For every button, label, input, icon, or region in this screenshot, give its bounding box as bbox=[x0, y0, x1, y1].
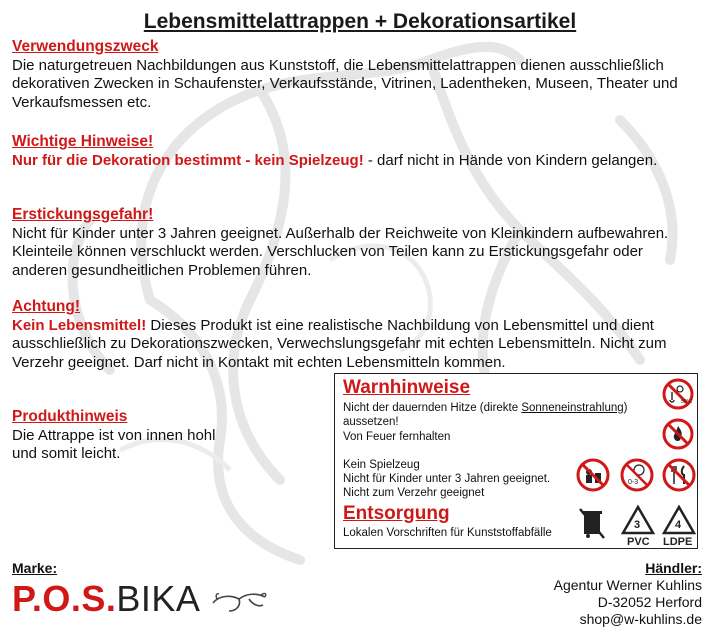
warn-text-spielzeug: Kein Spielzeug bbox=[343, 459, 420, 471]
text-erstickungsgefahr: Nicht für Kinder unter 3 Jahren geeignet. Außerhalb der Reichweite von Kleinkindern aufbewahren. Kleinteile können verschluckt werden. Verschlucken von Teilen kann zu Erstickungsgefahr oder anderen gesundheitlichen Problemen führen. bbox=[12, 224, 669, 279]
text-achtung: Dieses Produkt ist eine realistische Nachbildung von Lebensmittel und dient ausschließlich zu Dekorationszwecken, Verwechslungsgefahr mit echten Lebensmitteln. Nicht zum Verzehr geeignet. Darf nicht in Kontakt mit echten Lebensmitteln kommen. bbox=[12, 316, 667, 371]
warn-text-sun: Nicht der dauernden Hitze (direkte Sonneneinstrahlung) bbox=[343, 402, 628, 414]
text-produkthinweis-1: Die Attrappe ist von innen hohl bbox=[12, 426, 216, 444]
recycle-icon bbox=[660, 504, 698, 546]
section-erstickungsgefahr bbox=[12, 206, 692, 280]
haendler-block bbox=[554, 560, 702, 628]
section-achtung bbox=[12, 298, 692, 372]
warn-text-aussetzen: aussetzen! bbox=[343, 416, 399, 428]
text-produkthinweis-2: und somit leicht. bbox=[12, 445, 121, 462]
heading-wichtige-hinweise: Wichtige Hinweise! bbox=[12, 133, 154, 150]
no-children-icon bbox=[620, 458, 654, 492]
bull-logo-icon bbox=[209, 587, 269, 615]
no-toy-icon bbox=[576, 458, 610, 492]
warn-text-kinder: Nicht für Kinder unter 3 Jahren geeignet. bbox=[343, 473, 551, 485]
warn-text-verzehr: Nicht zum Verzehr geeignet bbox=[343, 487, 485, 499]
no-fire-icon bbox=[662, 418, 694, 450]
haendler-label: Händler: bbox=[645, 560, 702, 576]
text-hinweise: - darf nicht in Hände von Kindern gelangen. bbox=[363, 151, 658, 169]
page-title: Lebensmittelattrappen + Dekorationsartikel bbox=[143, 10, 577, 33]
recycle-number-pvc: 3 bbox=[634, 519, 641, 531]
heading-entsorgung: Entsorgung bbox=[343, 503, 450, 524]
entsorgung-text: Lokalen Vorschriften für Kunststoffabfälle bbox=[343, 527, 552, 539]
text-verwendungszweck: Die naturgetreuen Nachbildungen aus Kunststoff, die Lebensmittelattrappen dienen ausschließlich dekorativen Zwecken in Schaufenster, Verkaufsstände, Vitrinen, Ladentheken, Museen, Theater und Verkaufsmessen etc. bbox=[12, 56, 678, 111]
section-verwendungszweck bbox=[12, 38, 692, 112]
age-label: 0-3 bbox=[628, 479, 639, 486]
heading-erstickungsgefahr: Erstickungsgefahr! bbox=[12, 206, 154, 223]
recycle-number-ldpe: 4 bbox=[675, 519, 682, 531]
bold-kein-spielzeug: Nur für die Dekoration bestimmt - kein Spielzeug! bbox=[12, 151, 364, 169]
haendler-city: D-32052 Herford bbox=[597, 594, 702, 610]
no-sun-heat-icon bbox=[662, 378, 694, 410]
warning-box bbox=[334, 373, 698, 549]
heading-verwendungszweck: Verwendungszweck bbox=[12, 38, 159, 55]
section-wichtige-hinweise bbox=[12, 133, 692, 170]
recycle-icon bbox=[620, 504, 656, 546]
haendler-email: shop@w-kuhlins.de bbox=[579, 611, 702, 627]
no-eating-icon bbox=[662, 458, 696, 492]
recycle-label-pvc: PVC bbox=[627, 536, 650, 546]
section-produkthinweis bbox=[12, 408, 312, 464]
bold-kein-lebensmittel: Kein Lebensmittel! bbox=[12, 316, 147, 334]
brand-logo bbox=[12, 578, 269, 620]
heading-produkthinweis: Produkthinweis bbox=[12, 408, 128, 425]
heading-achtung: Achtung! bbox=[12, 298, 81, 315]
heading-warnhinweise: Warnhinweise bbox=[343, 377, 471, 398]
haendler-name: Agentur Werner Kuhlins bbox=[553, 577, 702, 593]
waste-bin-icon bbox=[576, 506, 608, 540]
temp-label: 50°C bbox=[681, 399, 693, 405]
logo-bika: BIKA bbox=[116, 578, 199, 619]
logo-pos: P.O.S. bbox=[12, 578, 117, 619]
marke-label: Marke: bbox=[12, 560, 58, 576]
warn-text-feuer: Von Feuer fernhalten bbox=[343, 431, 451, 443]
recycle-label-ldpe: LDPE bbox=[663, 536, 693, 546]
